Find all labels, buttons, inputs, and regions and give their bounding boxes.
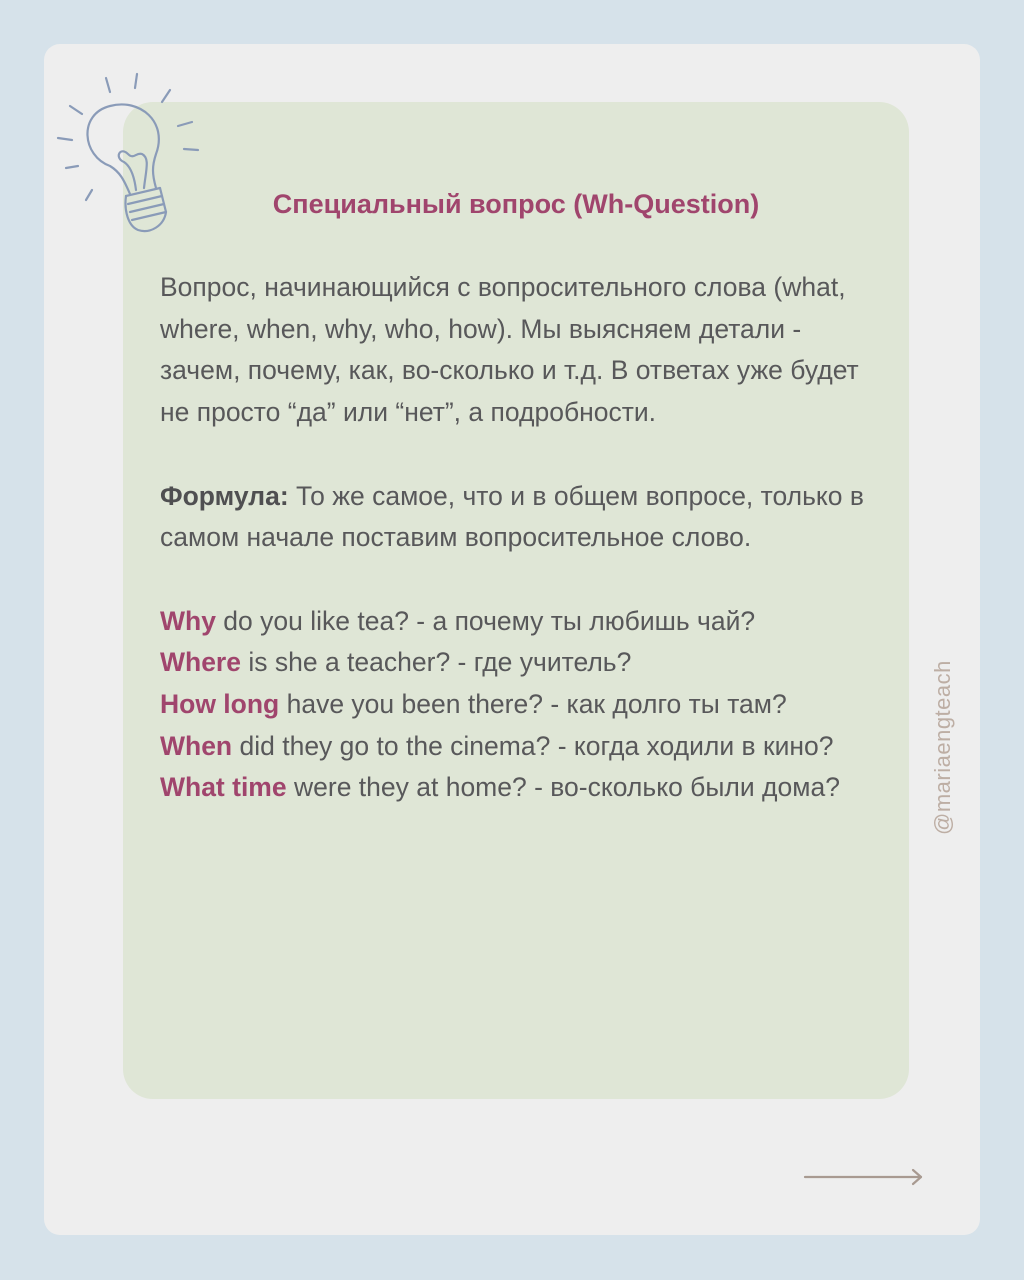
page-title: Специальный вопрос (Wh-Question): [272, 189, 760, 219]
example-wh-word: Where: [160, 647, 241, 678]
example-item: [160, 767, 880, 809]
example-wh-word: What time: [160, 772, 287, 803]
example-text: did they go to the cinema? - когда ходили в кино?: [232, 730, 834, 761]
example-text: were they at home? - во-сколько были дома?: [286, 772, 840, 803]
example-text: is she a teacher? - где учитель?: [241, 647, 632, 678]
arrow-right-icon[interactable]: [803, 1166, 925, 1188]
formula-text: То же самое, что и в общем вопросе, только в самом начале поставим вопросительное слово.: [160, 480, 864, 553]
example-wh-word: Why: [160, 605, 216, 636]
examples-list: [160, 601, 880, 810]
example-text: do you like tea? - а почему ты любишь чай?: [215, 605, 756, 636]
example-text: have you been there? - как долго ты там?: [279, 689, 787, 719]
author-handle: @mariaengteach: [930, 660, 955, 835]
example-item: [160, 726, 880, 768]
example-item: [160, 684, 880, 726]
example-item: [160, 601, 880, 643]
formula-label: Формула:: [160, 480, 289, 511]
formula-paragraph: [160, 476, 880, 559]
intro-paragraph: Вопрос, начинающийся с вопросительного слова (what, where, when, why, who, how). Мы выясняем детали - зачем, почему, как, во-сколько и т.д. В ответах уже будет не просто “да” или “нет”, а подробности.: [160, 272, 859, 428]
example-wh-word: When: [160, 730, 233, 761]
content-text: [160, 267, 880, 809]
example-wh-word: How long: [160, 689, 280, 719]
example-item: [160, 642, 880, 684]
